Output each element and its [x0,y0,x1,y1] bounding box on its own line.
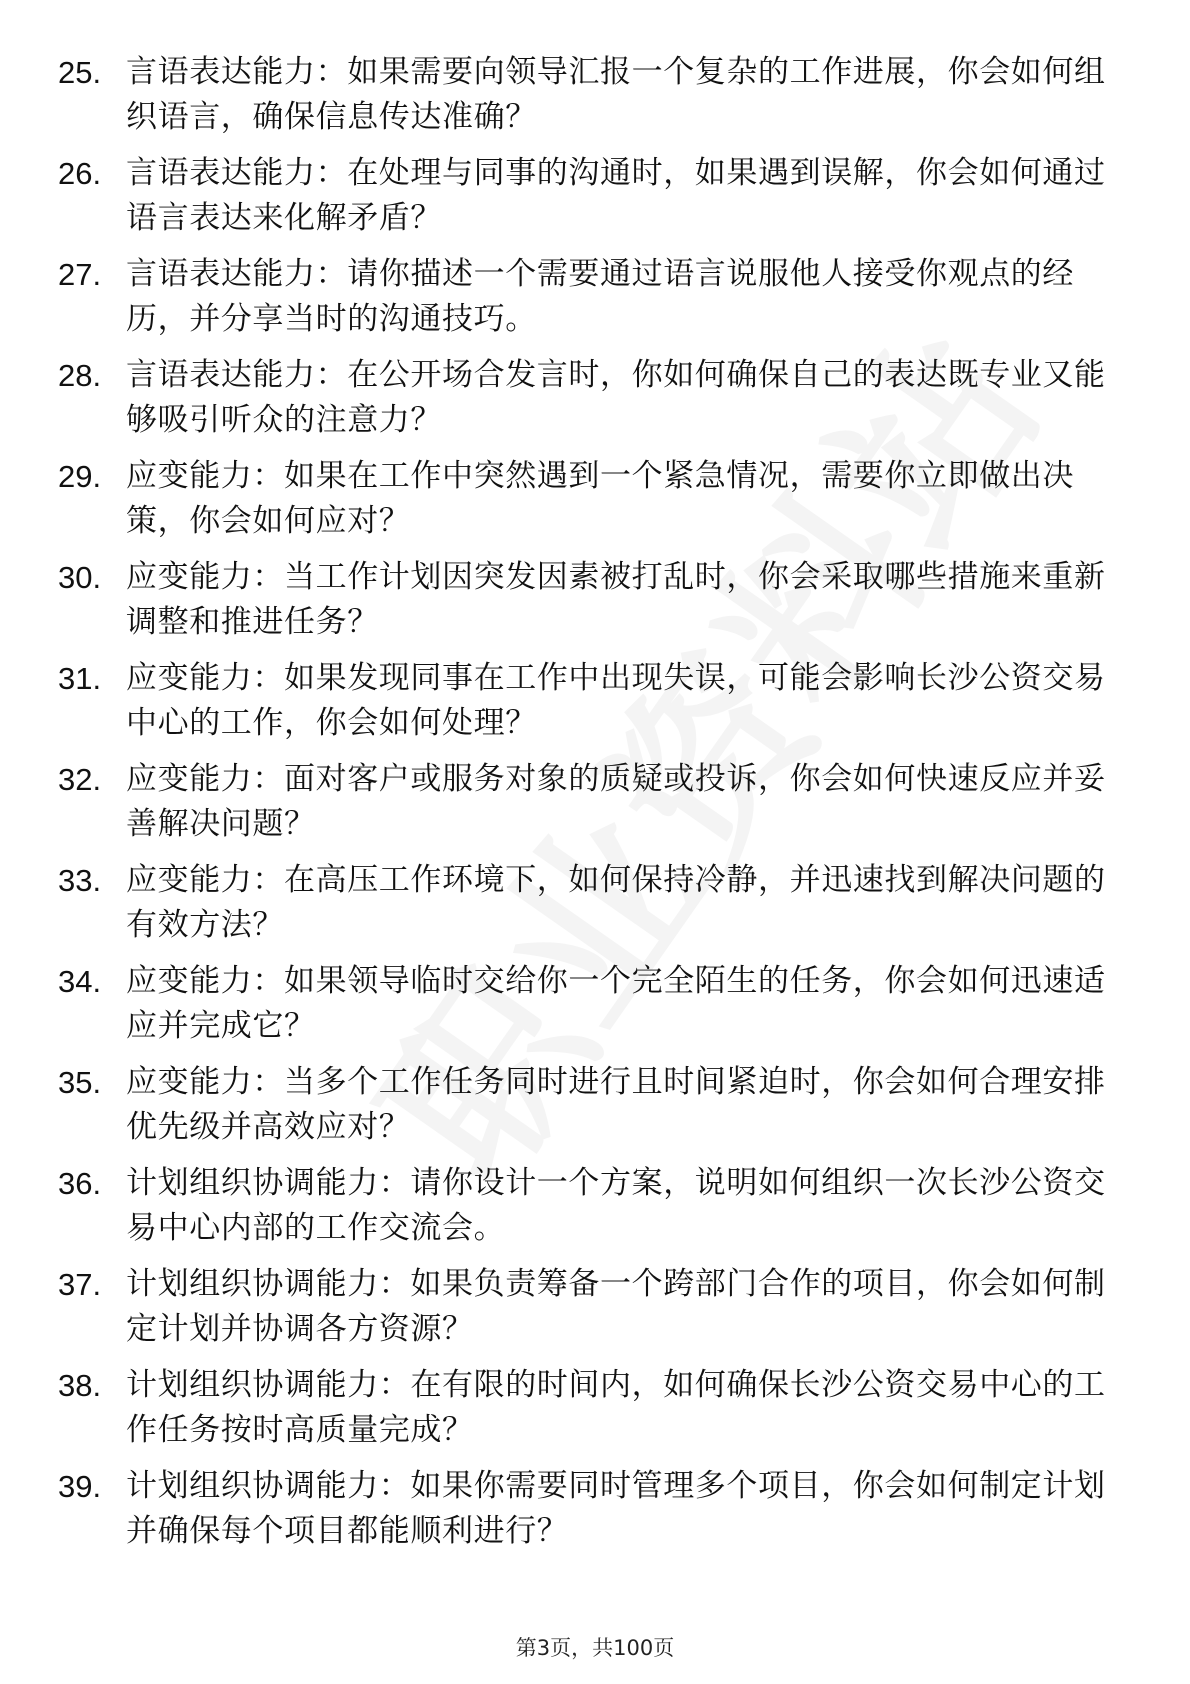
question-text: 应变能力：如果领导临时交给你一个完全陌生的任务，你会如何迅速适应并完成它？ [126,963,1106,1044]
question-number: 35. [58,1065,102,1100]
question-number: 39. [58,1469,102,1504]
question-item-25 [58,50,1118,151]
question-number: 32. [58,762,102,797]
question-item-38 [58,1363,1118,1464]
question-number: 38. [58,1368,102,1403]
question-item-32 [58,757,1118,858]
question-text: 计划组织协调能力：如果你需要同时管理多个项目，你会如何制定计划并确保每个项目都能顺利进行？ [126,1468,1106,1549]
question-item-26 [58,151,1118,252]
question-item-28 [58,353,1118,454]
question-item-27 [58,252,1118,353]
question-item-33 [58,858,1118,959]
question-list [58,50,1118,1565]
question-number: 37. [58,1267,102,1302]
question-text: 言语表达能力：在处理与同事的沟通时，如果遇到误解，你会如何通过语言表达来化解矛盾？ [126,155,1106,236]
question-text: 应变能力：当工作计划因突发因素被打乱时，你会采取哪些措施来重新调整和推进任务？ [126,559,1106,640]
question-text: 应变能力：在高压工作环境下，如何保持冷静，并迅速找到解决问题的有效方法？ [126,862,1106,943]
question-number: 28. [58,358,102,393]
question-number: 31. [58,661,102,696]
question-item-31 [58,656,1118,757]
question-number: 30. [58,560,102,595]
question-text: 言语表达能力：在公开场合发言时，你如何确保自己的表达既专业又能够吸引听众的注意力？ [126,357,1106,438]
question-item-35 [58,1060,1118,1161]
question-number: 36. [58,1166,102,1201]
question-item-39 [58,1464,1118,1565]
question-number: 27. [58,257,102,292]
question-text: 应变能力：如果发现同事在工作中出现失误，可能会影响长沙公资交易中心的工作，你会如何处理？ [126,660,1106,741]
question-item-29 [58,454,1118,555]
question-text: 应变能力：如果在工作中突然遇到一个紧急情况，需要你立即做出决策，你会如何应对？ [126,458,1074,539]
question-text: 计划组织协调能力：如果负责筹备一个跨部门合作的项目，你会如何制定计划并协调各方资源？ [126,1266,1106,1347]
page-number-label: 第3页，共100页 [515,1636,675,1660]
question-text: 言语表达能力：如果需要向领导汇报一个复杂的工作进展，你会如何组织语言，确保信息传达准确？ [126,54,1106,135]
question-text: 应变能力：面对客户或服务对象的质疑或投诉，你会如何快速反应并妥善解决问题？ [126,761,1106,842]
question-item-37 [58,1262,1118,1363]
question-item-36 [58,1161,1118,1262]
question-number: 29. [58,459,102,494]
question-text: 计划组织协调能力：请你设计一个方案，说明如何组织一次长沙公资交易中心内部的工作交流会。 [126,1165,1106,1246]
question-text: 言语表达能力：请你描述一个需要通过语言说服他人接受你观点的经历，并分享当时的沟通技巧。 [126,256,1074,337]
question-text: 应变能力：当多个工作任务同时进行且时间紧迫时，你会如何合理安排优先级并高效应对？ [126,1064,1106,1145]
question-number: 34. [58,964,102,999]
question-number: 33. [58,863,102,898]
question-text: 计划组织协调能力：在有限的时间内，如何确保长沙公资交易中心的工作任务按时高质量完成？ [126,1367,1106,1448]
question-number: 26. [58,156,102,191]
question-number: 25. [58,55,102,90]
question-item-30 [58,555,1118,656]
question-item-34 [58,959,1118,1060]
page-footer [0,1632,1190,1662]
